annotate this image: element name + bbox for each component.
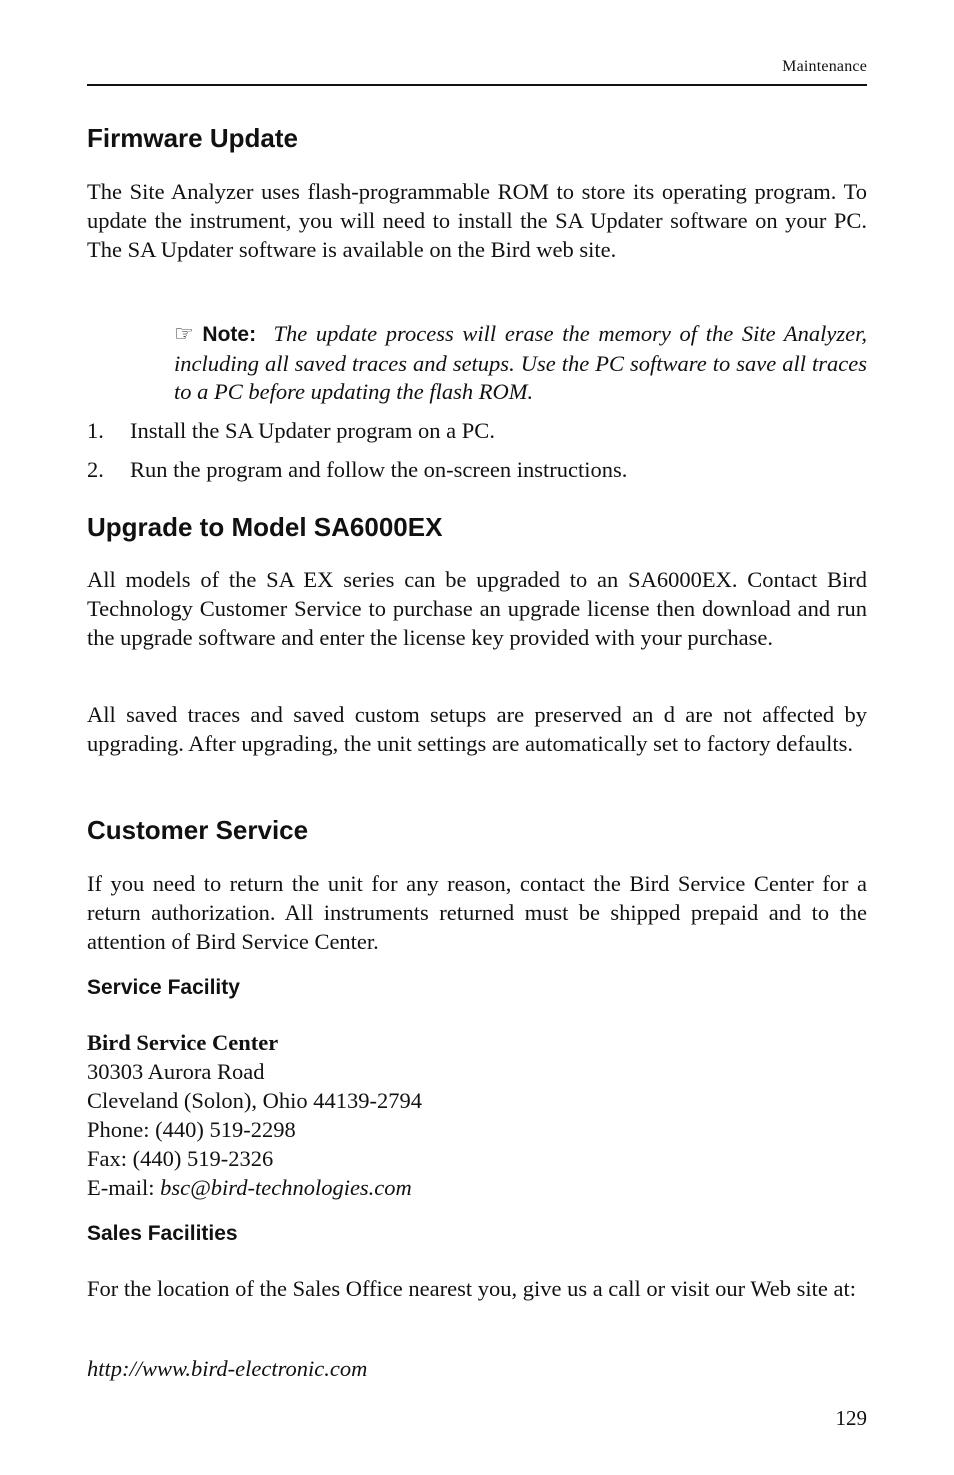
- customer-service-heading: Customer Service: [87, 815, 309, 845]
- website-link[interactable]: http://www.bird-electronic.com: [87, 1356, 368, 1381]
- page-number: 129: [835, 1406, 867, 1430]
- firmware-note: [174, 320, 867, 407]
- facility-city: Cleveland (Solon), Ohio 44139-2794: [87, 1088, 422, 1113]
- note-label: Note:: [202, 323, 257, 346]
- upgrade-heading: Upgrade to Model SA6000EX: [87, 512, 443, 542]
- running-head: Maintenance: [782, 58, 867, 75]
- customer-service-paragraph: If you need to return the unit for any reason, contact the Bird Service Center for a return authorization. All instruments returned must be shipped prepaid and to the attention of Bird Service Center.: [87, 871, 867, 954]
- step-text: Install the SA Updater program on a PC.: [130, 418, 495, 443]
- email-label: E-mail:: [87, 1175, 155, 1200]
- step-text: Run the program and follow the on-screen instructions.: [130, 457, 628, 482]
- note-text: The update process will erase the memory of the Site Analyzer, including all saved traces and setups. Use the PC software to save all traces to a PC before updating the flash ROM.: [174, 321, 868, 404]
- upgrade-paragraph-1: All models of the SA EX series can be upgraded to an SA6000EX. Contact Bird Technology Customer Service to purchase an upgrade license then download and run the upgrade software and enter the license key provided with your purchase.: [87, 567, 867, 650]
- step-number: 1.: [87, 418, 104, 443]
- upgrade-paragraph-2: All saved traces and saved custom setups are preserved an d are not affected by upgrading. After upgrading, the unit settings are automatically set to factory defaults.: [87, 702, 867, 756]
- email-link[interactable]: bsc@bird-technologies.com: [160, 1175, 412, 1200]
- facility-name: Bird Service Center: [87, 1030, 279, 1055]
- facility-street: 30303 Aurora Road: [87, 1059, 265, 1084]
- header-rule: [87, 84, 867, 86]
- sales-facilities-heading: Sales Facilities: [87, 1222, 238, 1245]
- pointing-hand-icon: ☞: [174, 322, 194, 347]
- facility-fax: Fax: (440) 519-2326: [87, 1146, 274, 1171]
- step-number: 2.: [87, 457, 104, 482]
- facility-email-line: [87, 1173, 422, 1202]
- service-facility-address: [87, 1028, 422, 1202]
- sales-paragraph: For the location of the Sales Office nearest you, give us a call or visit our Web site at:: [87, 1276, 857, 1301]
- firmware-update-heading: Firmware Update: [87, 123, 298, 153]
- firmware-intro-paragraph: The Site Analyzer uses flash-programmable ROM to store its operating program. To update the instrument, you will need to install the SA Updater software on your PC. The SA Updater software is available on the Bird web site.: [87, 179, 867, 262]
- service-facility-heading: Service Facility: [87, 976, 240, 999]
- facility-phone: Phone: (440) 519-2298: [87, 1117, 296, 1142]
